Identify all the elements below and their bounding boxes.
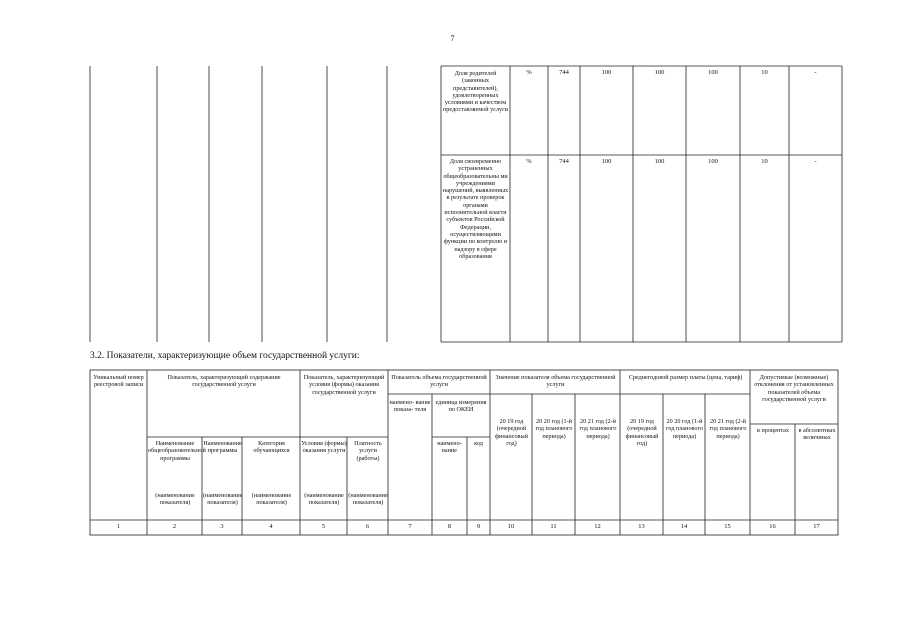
column-number: 13 bbox=[638, 523, 645, 530]
header-indicator-name: наимено- вание показа- теля bbox=[389, 399, 431, 414]
header-unit-name: наимено- вание bbox=[437, 440, 462, 455]
column-number: 10 bbox=[507, 523, 515, 530]
indicator-name-note: (наименование показателя) bbox=[348, 492, 388, 507]
header-in-percent: в процентах bbox=[757, 427, 789, 434]
row1-allowed-pct: 10 bbox=[761, 69, 768, 76]
indicator-name-note: (наименование показателя) bbox=[155, 492, 195, 507]
indicator-name-note: (наименование показателя) bbox=[251, 492, 292, 507]
page-number: 7 bbox=[450, 34, 455, 43]
column-number: 4 bbox=[269, 523, 273, 530]
row2-value-2021: 100 bbox=[708, 158, 718, 165]
header-service-form: Условия (формы) оказания услуги bbox=[301, 440, 347, 455]
header-service-content: Показатель, характеризующий содержание государственной услуги bbox=[167, 374, 281, 389]
header-registry-number: Уникальный номер реестровой записи bbox=[93, 374, 144, 389]
column-number: 12 bbox=[594, 523, 601, 530]
header-value-2020: 20 20 год (1-й год планового периода) bbox=[535, 418, 573, 440]
row2-allowed-abs: - bbox=[814, 158, 817, 165]
column-number: 17 bbox=[813, 523, 820, 530]
header-service-conditions: Показатель, характеризующий условия (формы) оказания государственной услуги bbox=[303, 374, 385, 396]
header-student-category: Категория обучающихся bbox=[253, 440, 290, 455]
header-program-name: Наименование общеобразовательной программы bbox=[148, 440, 206, 462]
column-number: 3 bbox=[220, 523, 224, 530]
header-value-2019: 20 19 год (очередной финансовый год) bbox=[495, 418, 528, 447]
row1-code: 744 bbox=[559, 69, 569, 76]
column-number: 8 bbox=[447, 523, 452, 530]
header-program: Наименование программы bbox=[203, 440, 242, 455]
row1-value-2020: 100 bbox=[654, 69, 665, 76]
indicator-name-note: (наименование показателя) bbox=[304, 492, 344, 507]
column-number: 1 bbox=[116, 523, 121, 530]
column-number: 6 bbox=[365, 523, 370, 530]
row1-value-2021: 100 bbox=[708, 69, 718, 76]
row2-allowed-pct: 10 bbox=[761, 158, 768, 165]
column-number: 15 bbox=[724, 523, 731, 530]
column-number: 16 bbox=[769, 523, 776, 530]
indicator-violations: Доля своевременно устраненных общеобразовательны ми учреждениями нарушений, выявленных в результате проверок органами исполнительной власти субъектов Российской Федерации, осуществляющими функции по контролю и надзору в сфере образования bbox=[442, 158, 509, 260]
header-fee-2019: 20 19 год (очередной финансовый год) bbox=[625, 418, 659, 447]
row1-allowed-abs: - bbox=[814, 69, 817, 76]
indicator-satisfaction: Доля родителей (законных представителей), удовлетворенных условиями и качеством предоставляемой услуги bbox=[443, 70, 508, 114]
row2-unit: % bbox=[526, 158, 532, 165]
row2-value-2020: 100 bbox=[654, 158, 665, 165]
column-number: 11 bbox=[550, 523, 557, 530]
column-number: 5 bbox=[321, 523, 326, 530]
column-number: 7 bbox=[408, 523, 412, 530]
header-average-fee: Среднегодовой размер платы (цена, тариф) bbox=[628, 374, 743, 381]
row1-value-2019: 100 bbox=[601, 69, 612, 76]
header-unit-code: код bbox=[474, 440, 483, 447]
header-value-2021: 20 21 год (2-й год планового периода) bbox=[579, 418, 617, 440]
header-unit-okei: единица измерения по ОКЕИ bbox=[435, 399, 487, 414]
header-fee-2021: 20 21 год (2-й год планового периода) bbox=[709, 418, 747, 440]
header-volume-indicator: Показатель объема государственной услуги bbox=[391, 374, 487, 389]
column-number: 2 bbox=[172, 523, 177, 530]
column-number: 9 bbox=[476, 523, 481, 530]
row2-value-2019: 100 bbox=[601, 158, 612, 165]
section-heading: 3.2. Показатели, характеризующие объем государственной услуги: bbox=[90, 351, 360, 361]
column-number: 14 bbox=[680, 523, 688, 530]
header-service-fee: Платность услуги (работы) bbox=[354, 440, 382, 462]
header-volume-values: Значение показателя объема государственной услуги bbox=[495, 374, 616, 389]
row2-code: 744 bbox=[559, 158, 569, 165]
header-in-absolute: в абсолютных величинах bbox=[798, 427, 836, 442]
header-fee-2020: 20 20 год (1-й год планового периода) bbox=[666, 418, 703, 440]
indicator-name-note: (наименование показателя) bbox=[203, 492, 243, 507]
header-allowed-deviations: Допустимые (возможные) отклонения от установленных показателей объема государственной услуги bbox=[754, 374, 834, 403]
row1-unit: % bbox=[526, 69, 532, 76]
